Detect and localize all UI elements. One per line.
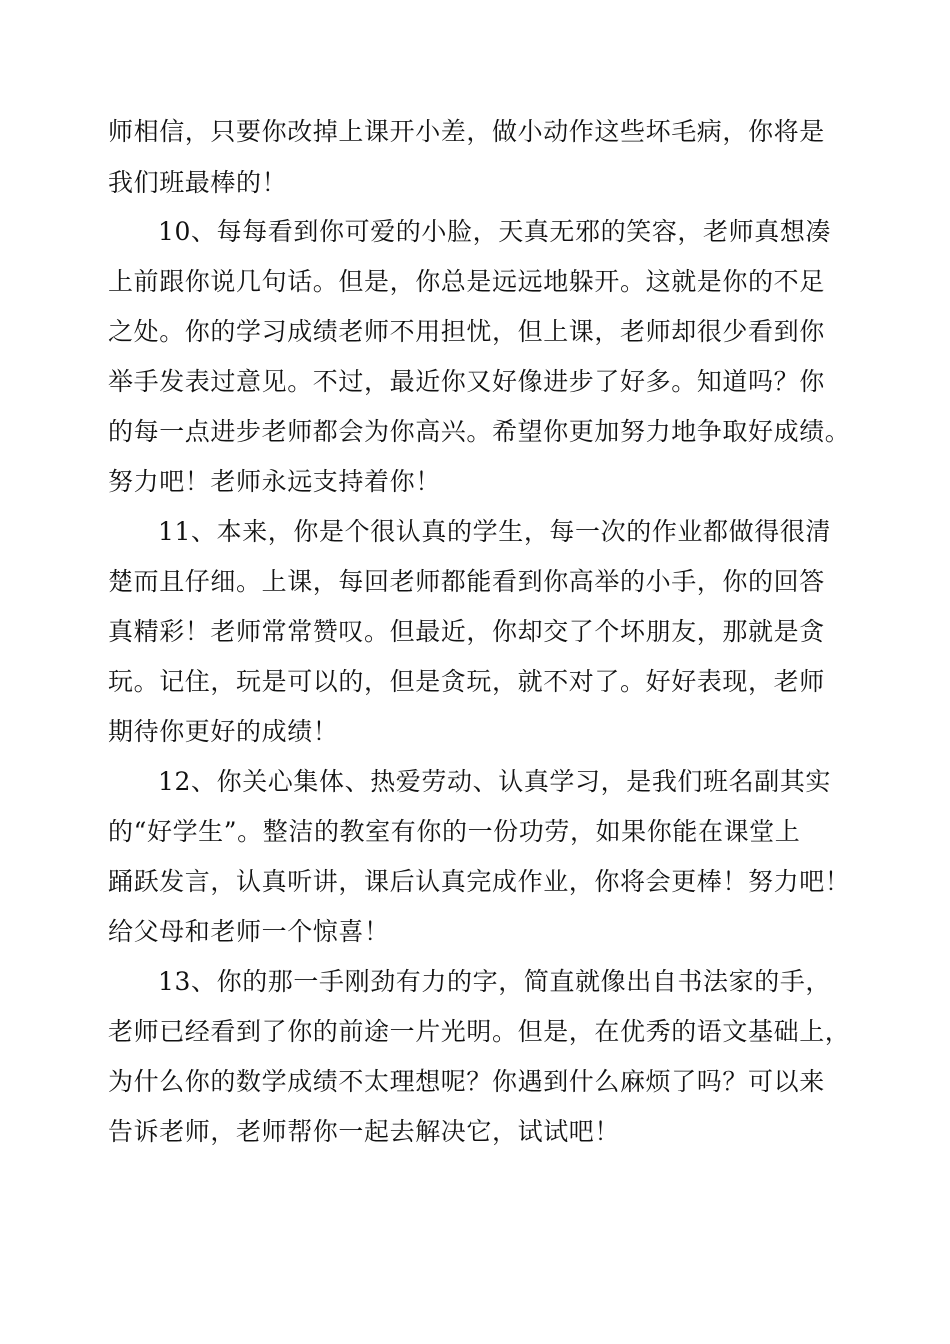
text-line: 之处。你的学习成绩老师不用担忧，但上课，老师却很少看到你 (108, 317, 825, 346)
text-line: 努力吧！老师永远支持着你！ (108, 467, 441, 496)
text-line: 给父母和老师一个惊喜！ (108, 917, 390, 946)
paragraph-start: 10、每每看到你可爱的小脸，天真无邪的笑容，老师真想凑 (158, 217, 832, 246)
text-line: 玩。记住，玩是可以的，但是贪玩，就不对了。好好表现，老师 (108, 667, 825, 696)
paragraph-start: 11、本来，你是个很认真的学生，每一次的作业都做得很清 (158, 517, 832, 546)
text-line: 楚而且仔细。上课，每回老师都能看到你高举的小手，你的回答 (108, 567, 825, 596)
text-line: 老师已经看到了你的前途一片光明。但是，在优秀的语文基础上， (108, 1017, 851, 1046)
text-line: 真精彩！老师常常赞叹。但最近，你却交了个坏朋友，那就是贪 (108, 617, 825, 646)
text-line: 的“好学生”。整洁的教室有你的一份功劳，如果你能在课堂上 (108, 817, 801, 846)
paragraph-start: 12、你关心集体、热爱劳动、认真学习，是我们班名副其实 (158, 767, 832, 796)
text-line: 的每一点进步老师都会为你高兴。希望你更加努力地争取好成绩。 (108, 417, 851, 446)
text-line: 为什么你的数学成绩不太理想呢？你遇到什么麻烦了吗？可以来 (108, 1067, 825, 1096)
text-line: 上前跟你说几句话。但是，你总是远远地躲开。这就是你的不足 (108, 267, 825, 296)
text-line: 踊跃发言，认真听讲，课后认真完成作业，你将会更棒！努力吧！ (108, 867, 851, 896)
paragraph-start: 13、你的那一手刚劲有力的字，简直就像出自书法家的手， (158, 967, 832, 996)
text-line: 师相信，只要你改掉上课开小差，做小动作这些坏毛病，你将是 (108, 117, 825, 146)
text-line: 告诉老师，老师帮你一起去解决它，试试吧！ (108, 1117, 621, 1146)
text-line: 我们班最棒的！ (108, 168, 288, 197)
text-line: 举手发表过意见。不过，最近你又好像进步了好多。知道吗？你 (108, 367, 825, 396)
text-line: 期待你更好的成绩！ (108, 717, 339, 746)
